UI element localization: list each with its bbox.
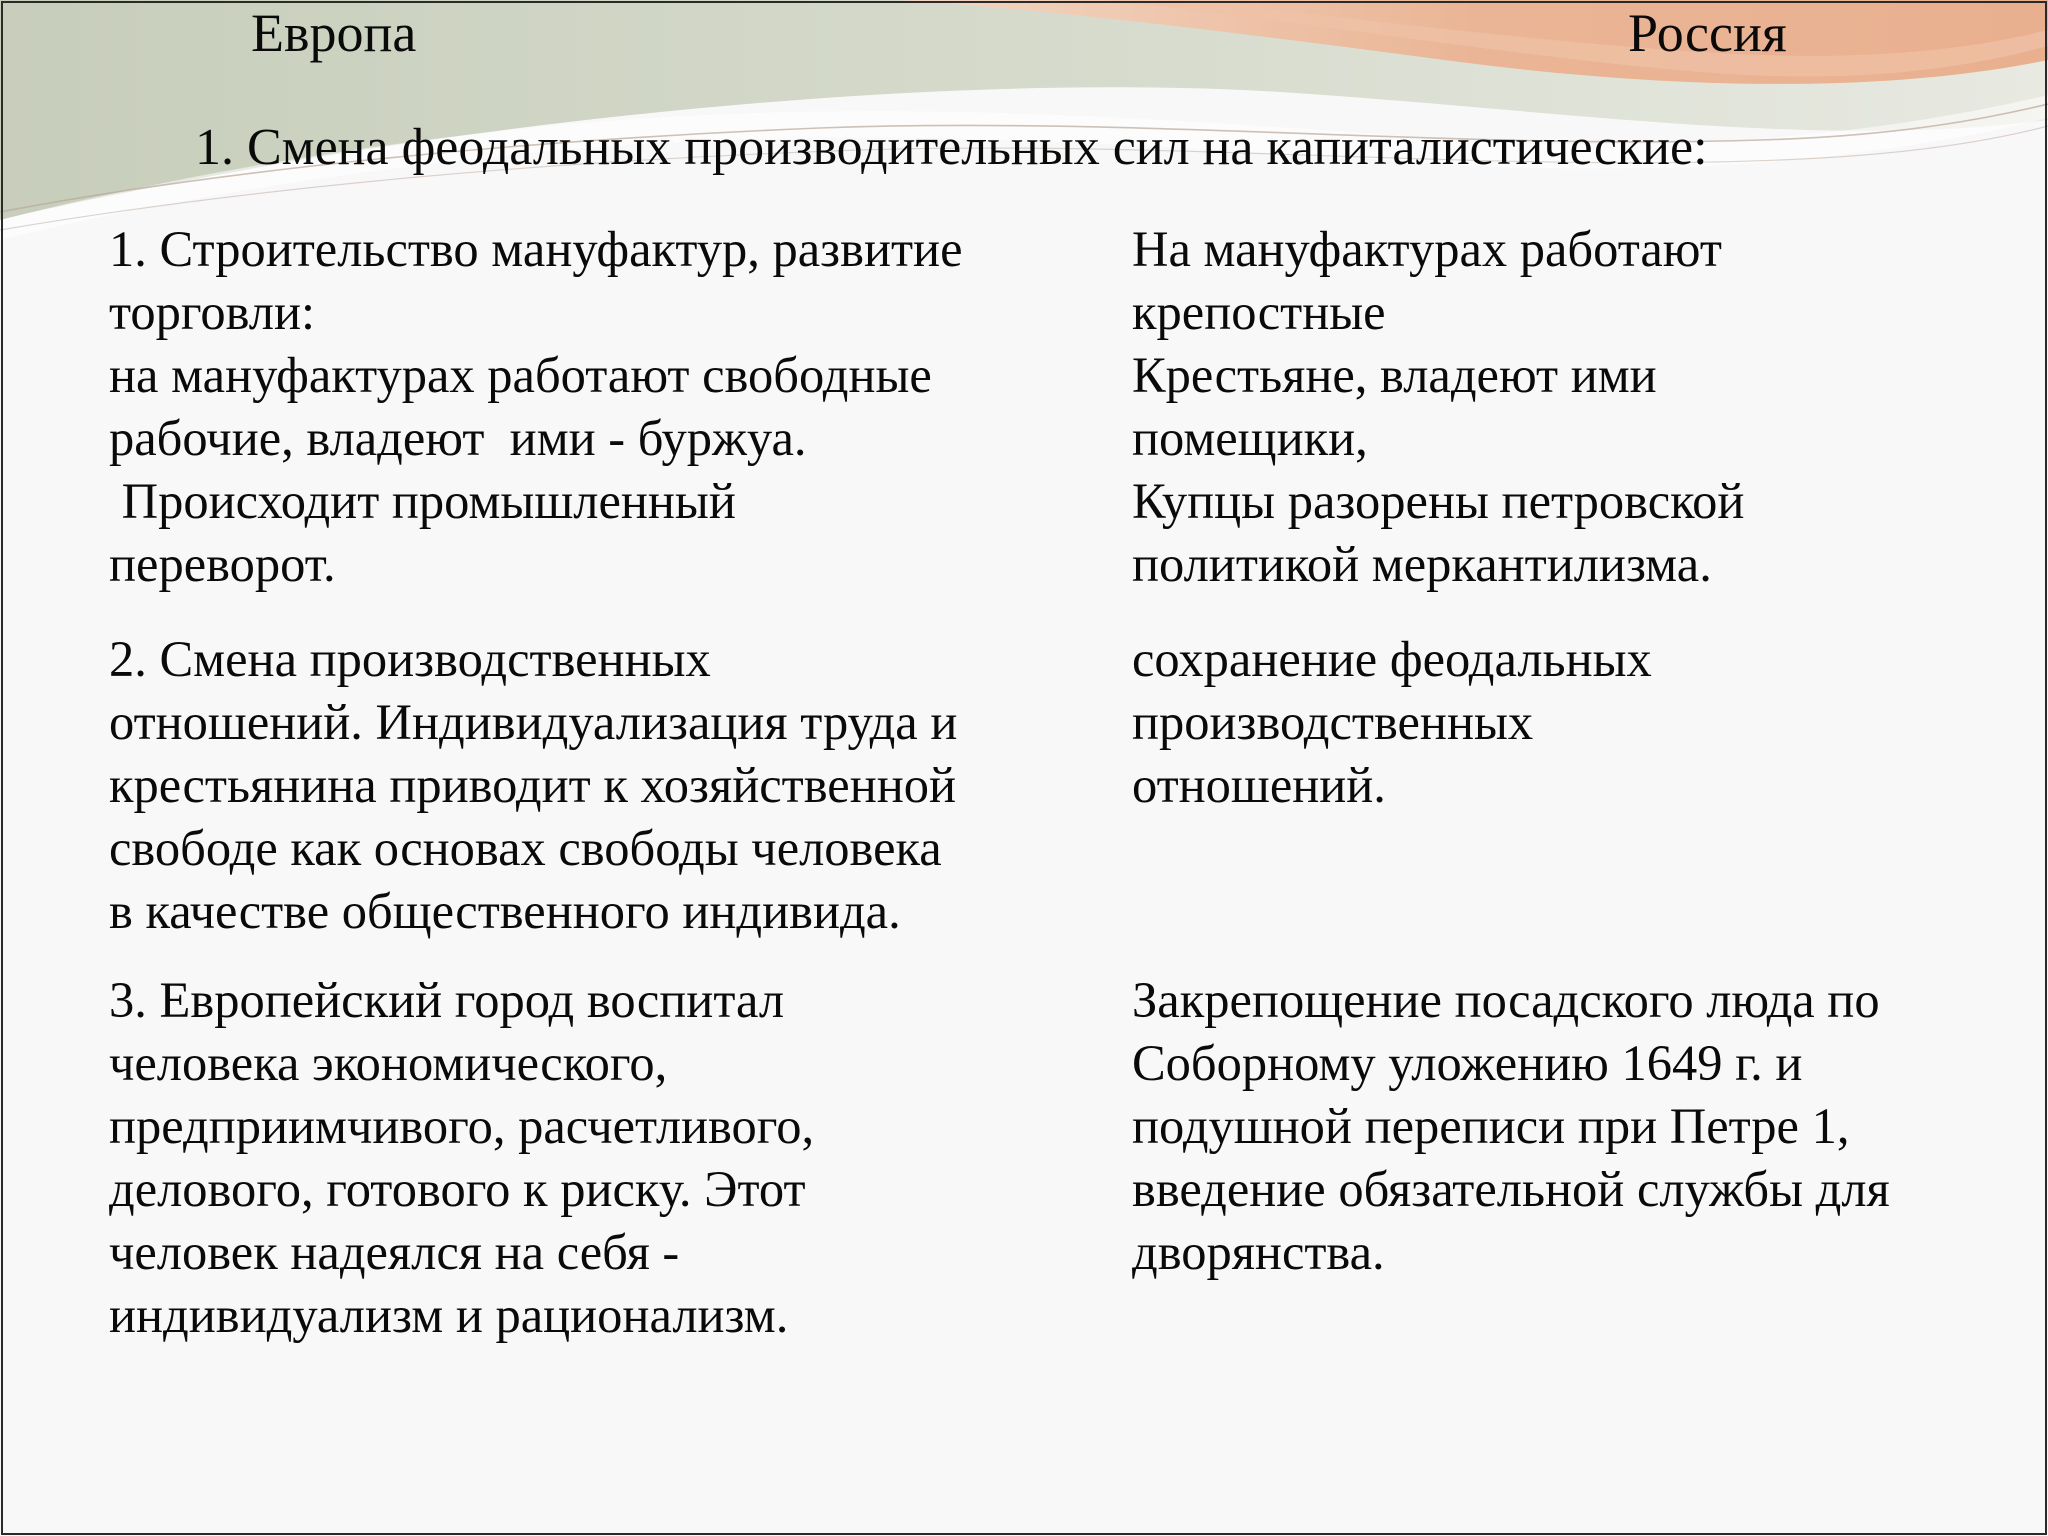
header-europe: Европа xyxy=(251,3,417,63)
section-subtitle: 1. Смена феодальных производительных сил на капиталистические: xyxy=(195,119,1708,176)
row-2-russia: сохранение феодальных производственных отношений. xyxy=(1132,631,1652,813)
row-1-russia: На мануфактурах работают крепостные Крестьяне, владеют ими помещики, Купцы разорены петровской политикой меркантилизма. xyxy=(1132,221,1745,592)
row-3-russia: Закрепощение посадского люда по Соборному уложению 1649 г. и подушной переписи при Петре 1, введение обязательной службы для дворянства. xyxy=(1132,972,1890,1280)
row-2-europe: 2. Смена производственных отношений. Индивидуализация труда и крестьянина приводит к хозяйственной свободе как основах свободы человека в качестве общественного индивида. xyxy=(109,631,958,939)
row-1-europe: 1. Строительство мануфактур, развитие торговли: на мануфактурах работают свободные рабочие, владеют ими - буржуа. Происходит промышленный переворот. xyxy=(109,221,963,592)
row-3-europe: 3. Европейский город воспитал человека экономического, предприимчивого, расчетливого, делового, готового к риску. Этот человек надеялся на себя - индивидуализм и рационализм. xyxy=(109,972,815,1343)
header-russia: Россия xyxy=(1628,3,1787,63)
